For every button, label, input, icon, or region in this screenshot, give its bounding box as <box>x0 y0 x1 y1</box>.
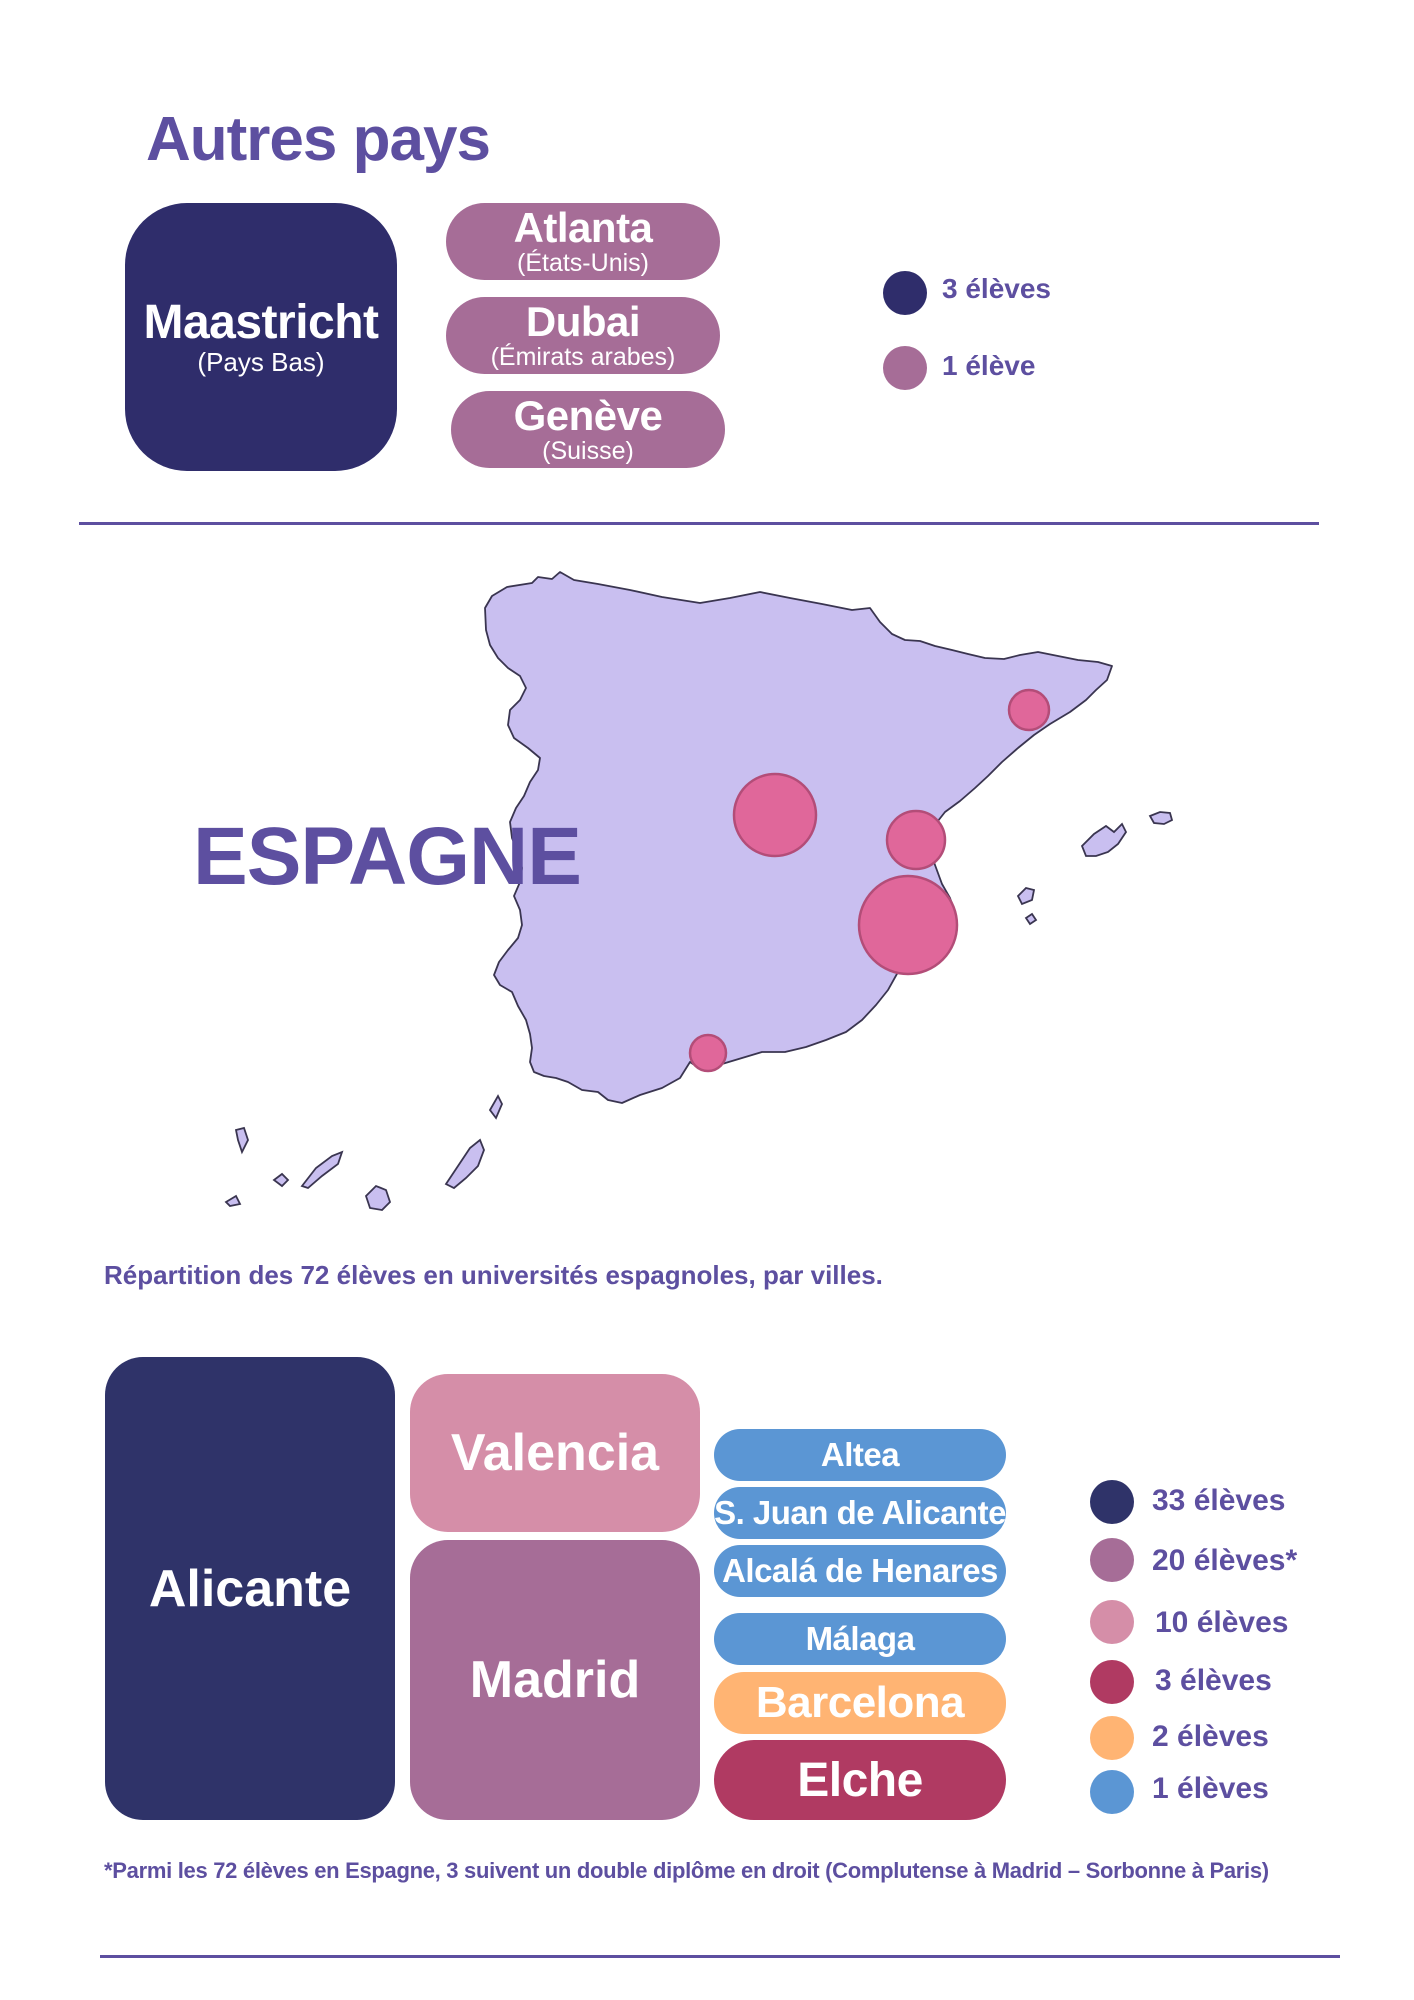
legend-dot-1-spain <box>1090 1770 1134 1814</box>
block-alicante: Alicante <box>105 1357 395 1820</box>
marker-alicante <box>859 876 957 974</box>
block-malaga: Málaga <box>714 1613 1006 1665</box>
legend-dot-20 <box>1090 1538 1134 1582</box>
canary-lanzarote <box>490 1096 502 1118</box>
city-country: (États-Unis) <box>517 249 649 277</box>
mallorca-island <box>1082 824 1126 856</box>
section-title-other-countries: Autres pays <box>146 105 490 174</box>
canary-el-hierro <box>226 1196 240 1206</box>
city-name: Genève <box>513 392 663 439</box>
canary-la-palma <box>236 1128 248 1152</box>
legend-label-33: 33 élèves <box>1152 1484 1286 1517</box>
city-name: Dubai <box>525 298 641 345</box>
spain-title: ESPAGNE <box>193 811 581 902</box>
divider-bottom <box>100 1955 1340 1958</box>
menorca-island <box>1150 812 1172 824</box>
ibiza-island <box>1018 888 1034 904</box>
city-name: Atlanta <box>513 204 653 251</box>
block-altea: Altea <box>714 1429 1006 1481</box>
canary-fuerteventura <box>446 1140 484 1188</box>
city-name: Maastricht <box>143 296 379 349</box>
marker-madrid <box>734 774 816 856</box>
spain-caption: Répartition des 72 élèves en universités espagnoles, par villes. <box>104 1260 883 1290</box>
legend-label-1-spain: 1 élèves <box>1152 1772 1269 1805</box>
canary-gomera <box>274 1174 288 1186</box>
legend-label-10: 10 élèves <box>1155 1606 1289 1639</box>
marker-valencia <box>887 811 945 869</box>
block-san-juan-de-alicante: S. Juan de Alicante <box>714 1487 1006 1539</box>
legend-label-20: 20 élèves* <box>1152 1544 1298 1577</box>
canary-tenerife <box>302 1152 342 1188</box>
footnote: *Parmi les 72 élèves en Espagne, 3 suivent un double diplôme en droit (Complutense à Madrid – Sorbonne à Paris) <box>104 1858 1269 1883</box>
legend-label-3-spain: 3 élèves <box>1155 1664 1272 1697</box>
block-alcala-de-henares: Alcalá de Henares <box>714 1545 1006 1597</box>
canary-gran-canaria <box>366 1186 390 1210</box>
block-madrid: Madrid <box>410 1540 700 1820</box>
legend-dot-2 <box>1090 1716 1134 1760</box>
marker-malaga <box>690 1035 726 1071</box>
legend-label-2: 2 élèves <box>1152 1720 1269 1753</box>
city-country: (Pays Bas) <box>197 347 325 377</box>
legend-dot-10 <box>1090 1600 1134 1644</box>
legend-dot-33 <box>1090 1480 1134 1524</box>
formentera-island <box>1026 914 1036 924</box>
block-valencia: Valencia <box>410 1374 700 1532</box>
legend-label-3: 3 élèves <box>942 273 1051 304</box>
city-country: (Suisse) <box>542 437 634 465</box>
block-barcelona: Barcelona <box>714 1672 1006 1734</box>
marker-barcelona <box>1009 690 1049 730</box>
legend-label-1: 1 élève <box>942 350 1036 381</box>
legend-dot-3-spain <box>1090 1660 1134 1704</box>
city-country: (Émirats arabes) <box>490 343 676 371</box>
block-elche: Elche <box>714 1740 1006 1820</box>
